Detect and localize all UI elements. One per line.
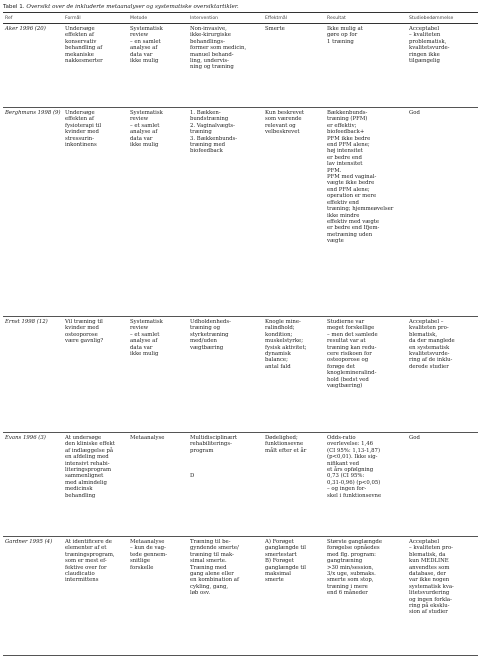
cell-line: muskelstyrke; [265,338,304,345]
formal-cell [63,108,128,317]
intervention-cell [188,24,263,108]
resultat-cell [325,108,407,317]
cell-line: nakkesmerter [65,58,103,65]
cell-line: Største ganglængde [327,539,382,545]
metode-cell [128,317,188,433]
cell-line: 0,73 (CI 95%: [327,473,365,480]
cell-line: derede studier [409,363,449,370]
cell-line: ganglængde til [265,545,306,552]
formal-cell [63,317,128,433]
ref-cell: Berghmans 1998 (9) [3,108,63,317]
cell-line: er bedre end [327,154,362,161]
cell-line: Systematisk [130,319,163,325]
cell-line: gang alene eller [190,571,234,578]
cell-line: træning kan redu- [327,344,377,351]
cell-line: kvalitetsvurde- [409,45,450,52]
cell-line: da der manglede [409,338,455,345]
cell-line: anvendtes som [409,564,450,571]
cell-line: analyse af [130,129,158,136]
cell-line: er bedre end Ifjem- [327,225,380,232]
cell-line: med almindelig [65,479,107,486]
cell-line: (CI 95%: 1,13-1,87) [327,447,381,454]
cell-line: forskelle [130,564,154,571]
table-row [3,433,478,537]
cell-line: 1. Bækken- [190,110,221,116]
cell-line: effektiv end [327,199,359,206]
cell-line: ikke-kirurgiske [190,32,231,39]
studiebedommelse-cell [407,433,478,537]
header-studiebedommelse: Studiebedømmelse [407,13,478,24]
cell-line: skel i funktionsevne [327,492,382,499]
cell-line: gangtræning [327,558,363,565]
intervention-cell [188,537,263,656]
cell-line: en afdeling med [65,454,109,461]
studiebedommelse-cell [407,317,478,433]
cell-line: meget forskellige [327,325,375,332]
formal-cell [63,24,128,108]
cell-line: et års opfølgning [327,467,374,474]
cell-line: lav intensitet [327,161,363,168]
intervention-cell [188,108,263,317]
cell-line: som værende [265,116,302,123]
cell-line: 1 træning [327,38,354,45]
cell-line: hold (bedst ved [327,376,369,383]
cell-line: 3/x uge, submaks. [327,571,376,578]
cell-line: løb osv. [190,590,211,597]
cell-line: program [190,447,214,454]
cell-line: fysisk aktivitet; [265,344,307,351]
cell-line: funktionsevne [265,441,304,448]
cell-line: review [130,116,149,123]
cell-line: Knogle mine- [265,319,301,325]
cell-line: med flg. program: [327,551,376,558]
cell-line: træningsprogram, [65,551,115,558]
cell-line: – og ingen for- [327,486,367,493]
cell-line: At undersøge [65,435,102,441]
cell-line: end PFM alene; [327,142,370,149]
cell-line: data var [130,135,153,142]
formal-cell [63,433,128,537]
header-ref: Ref [3,13,63,24]
cell-line: og ingen forkla- [409,596,452,603]
table-title: Oversikt over de inkluderte metaanalyser og systematiske oversiktartikler. [26,4,239,10]
cell-line: vægtbæring [190,344,224,351]
studiebedommelse-cell [407,108,478,317]
cell-line: træning (PFM) [327,116,368,123]
cell-line: PFM ikke bedre [327,135,371,142]
cell-line: Odds-ratio [327,435,356,441]
table-row [3,537,478,656]
cell-line: resultat var at [327,338,366,345]
cell-line: ling, undervis- [190,58,229,65]
metode-cell [128,537,188,656]
cell-line: vægte ikke bedre [327,180,375,187]
metode-cell [128,433,188,537]
metode-cell [128,24,188,108]
cell-line: 0,31-0,96) (p<0,05) [327,479,381,486]
studiebedommelse-cell [407,24,478,108]
cell-line: træning med [190,142,226,149]
cell-line: operation er mere [327,193,377,200]
cell-line: blematisk, da [409,551,446,558]
cell-line: systematisk kva- [409,583,454,590]
cell-line: effekten af [65,116,94,123]
cell-line: ganglængde til [265,564,306,571]
cell-line: gyndende smerte/ [190,545,239,552]
cell-line: dynamisk [265,351,291,358]
cell-line: var ikke nogen [409,577,450,584]
cell-line: (p<0,01). Ikke sig- [327,454,378,461]
cell-line: – men det samlede [327,331,378,338]
cell-line: Vil træning til [65,319,103,325]
header-intervention: Intervention [188,13,263,24]
cell-line: træning til mak- [190,551,234,558]
header-resultat: Resultat [325,13,407,24]
cell-line: end PFM alene; [327,186,370,193]
ref-cell: Evans 1996 (3) [3,433,63,537]
effektmal-cell [263,108,325,317]
cell-line: knoglemineralind- [327,370,377,377]
cell-line: sammenlignet [65,473,104,480]
cell-line: intensivt rehabi- [65,460,110,467]
cell-line: mekaniske [65,51,94,58]
cell-line: balance; [265,357,288,364]
cell-line: literingsprogram [65,467,112,474]
cell-line: Undersøge [65,26,95,32]
table-row [3,317,478,433]
cell-line: den kliniske effekt [65,441,115,448]
cell-line: behandling af [65,45,103,52]
cell-line: D [190,473,195,480]
cell-line: Multidisciplinært [190,435,238,441]
effektmal-cell [263,317,325,433]
cell-line: biofeedback [190,148,223,155]
effektmal-cell [263,433,325,537]
cell-line: ikke mulig [130,58,159,65]
cell-line: ikke mulig [130,351,159,358]
table-row [3,108,478,317]
studiebedommelse-cell [407,537,478,656]
cell-line: claudicatio [65,571,95,578]
cell-line: Acceptabel – [409,319,444,325]
cell-line: tede gennem- [130,551,168,558]
formal-cell [63,537,128,656]
cell-line: litetsvurdering [409,590,450,597]
cell-line: analyse af [130,338,158,345]
review-table [3,12,478,656]
cell-line: – kvaliteten [409,32,441,39]
cell-line: som er mest ef- [65,558,107,565]
cell-line: Dødelighed; [265,435,298,441]
cell-line: Kun beskrevet [265,110,305,116]
cell-line: Metaanalyse [130,435,165,441]
table-header-row [3,13,478,24]
cell-line: maksimal [265,571,291,578]
cell-line: smertestart [265,551,297,558]
intervention-cell [188,317,263,433]
cell-line: review [130,32,149,39]
cell-line: fektive over for [65,564,107,571]
cell-line: inkontinens [65,142,97,149]
cell-line: 2. Vaginalvægts- [190,122,235,129]
cell-line: Studierne var [327,319,365,325]
cell-line: former som medicin, [190,45,247,52]
header-effektmal: Effektmål [263,13,325,24]
cell-line: effekten af [65,32,94,39]
cell-line: forøge det [327,363,355,370]
cell-line: vægte [327,238,344,245]
cell-line: kvinder med [65,325,99,332]
cell-line: sion af studier [409,609,448,616]
resultat-cell [325,317,407,433]
cell-line: af indlæggelse på [65,447,114,454]
cell-line: træning [190,129,212,136]
cell-line: kvalitetsvurde- [409,351,450,358]
cell-line: med/uden [190,338,217,345]
cell-line: PFM med vaginal- [327,174,377,181]
cell-line: overlevelse: 1,46 [327,441,374,448]
cell-line: målt efter et år [265,447,307,454]
cell-line: stressurin- [65,135,95,142]
cell-line: ning og træning [190,64,234,71]
table-caption [3,4,478,11]
cell-line: Smerte [265,26,285,32]
cell-line: ring af de inklu- [409,357,453,364]
cell-line: osteoporose og [327,357,369,364]
cell-line: Systematisk [130,110,163,116]
cell-line: >30 min/session, [327,564,374,571]
cell-line: forøgelse opnåedes [327,545,380,552]
cell-line: antal fald [265,363,291,370]
cell-line: være gavnlig? [65,338,104,345]
ref-cell: Gardner 1995 (4) [3,537,63,656]
cell-line: Bækkenbunds- [327,110,368,116]
cell-line: Acceptabel [409,26,440,32]
cell-line: træning; hjemmeøvelser [327,206,394,213]
cell-line: ring på eksklu- [409,603,450,610]
cell-line: medicinsk [65,486,93,493]
cell-line: Systematisk [130,26,163,32]
cell-line: ralindhold; [265,325,295,332]
cell-line: PFM. [327,167,342,174]
cell-line: database, der [409,571,446,578]
cell-line: effektiv med vægte [327,218,380,225]
cell-line: behandlings- [190,38,225,45]
cell-line: bundstræning [190,116,229,123]
cell-line: høj intensitet [327,148,363,155]
cell-line: review [130,325,149,332]
cell-line: en kombination af [190,577,239,584]
cell-line: er effektiv; [327,122,357,129]
cell-line: Undersøge [65,110,95,116]
cell-line: data var [130,51,153,58]
cell-line: tilgængelig [409,58,440,65]
resultat-cell [325,433,407,537]
cell-line: kondition; [265,331,293,338]
metode-cell [128,108,188,317]
cell-line: vægtbæring) [327,383,363,390]
cell-line: 3. Bækkenbunds- [190,135,238,142]
ref-cell: Aker 1996 (20) [3,24,63,108]
cell-line: snitlige [130,558,151,565]
cell-line: styrketræning [190,331,229,338]
cell-line: osteoporose [65,331,98,338]
cell-line: relevant og [265,122,296,129]
cell-line: Træning til be- [190,539,231,545]
cell-line: cere risikoen for [327,351,372,358]
cell-line: kvaliteten pro- [409,325,449,332]
cell-line: God [409,110,420,116]
cell-line: ikke mulig [130,142,159,149]
cell-line: konservativ [65,38,97,45]
resultat-cell [325,24,407,108]
cell-line: – en samlet [130,38,161,45]
cell-line: ringen ikke [409,51,440,58]
cell-line: gøre op for [327,32,358,39]
cell-line: Udholdenheds- [190,319,231,325]
resultat-cell [325,537,407,656]
cell-line: en systematisk [409,344,450,351]
cell-line: Acceptabel [409,539,440,545]
cell-line: A) Forøget [265,539,294,545]
cell-line: At identificere de [65,539,112,545]
cell-line: – kvaliteten pro- [409,545,453,552]
cell-line: cykling, gang, [190,583,229,590]
cell-line: Metaanalyse [130,539,165,545]
header-metode: Metode [128,13,188,24]
cell-line: fysioterapi til [65,122,102,129]
cell-line: elementer af et [65,545,107,552]
cell-line: behandling [65,492,96,499]
cell-line: velbeskrevet [265,129,300,136]
cell-line: biofeedback+ [327,129,365,136]
cell-line: intermittens [65,577,99,584]
cell-line: manuel behand- [190,51,234,58]
effektmal-cell [263,537,325,656]
table-label: Tabel 1. [3,4,25,10]
cell-line: – et samlet [130,331,160,338]
cell-line: B) Forøget [265,558,294,565]
cell-line: træning i mere [327,583,368,590]
cell-line: data var [130,344,153,351]
cell-line: Træning med [190,564,227,571]
cell-line: simal smerte. [190,558,227,565]
cell-line: træning og [190,325,221,332]
cell-line: blematisk, [409,331,438,338]
table-row [3,24,478,108]
effektmal-cell [263,24,325,108]
ref-cell: Ernst 1998 (12) [3,317,63,433]
cell-line: ikke mindre [327,212,360,219]
header-formal: Formål [63,13,128,24]
cell-line: analyse af [130,45,158,52]
cell-line: – et samlet [130,122,160,129]
cell-line: end 6 måneder [327,590,368,597]
cell-line: Non-invasive, [190,26,227,32]
cell-line: – kun de vag- [130,545,166,552]
cell-line: rehabiliterings- [190,441,232,448]
cell-line: God [409,435,420,441]
cell-line: metræning uden [327,231,373,238]
cell-line: problematisk, [409,38,447,45]
cell-line: smerte som stop, [327,577,374,584]
cell-line: kun MEDLINE [409,558,449,565]
cell-line: Ikke mulig at [327,26,363,32]
intervention-cell [188,433,263,537]
cell-line: smerte [265,577,284,584]
cell-line: kvinder med [65,129,99,136]
cell-line: nifikant ved [327,460,360,467]
